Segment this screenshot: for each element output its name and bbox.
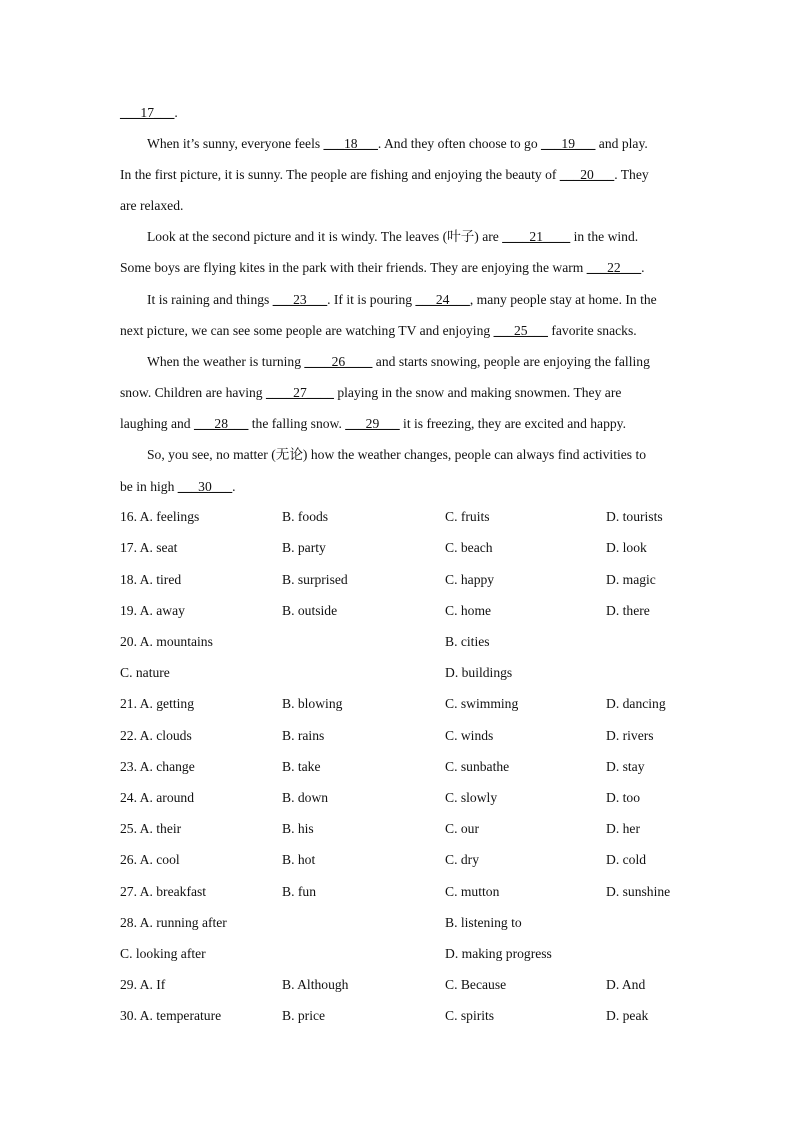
option-row [120, 819, 680, 839]
option-choice: D. cold [606, 852, 647, 867]
blank-number: ____26____ [304, 354, 373, 369]
option-row [120, 601, 680, 621]
blank-number: ___25___ [493, 323, 548, 338]
option-row [120, 757, 680, 777]
option-choice: D. dancing [606, 696, 666, 711]
option-choice: 23. A. change [120, 759, 195, 774]
option-choice: 18. A. tired [120, 572, 182, 587]
option-choice: D. stay [606, 759, 645, 774]
blank-number: ____21____ [502, 229, 571, 244]
option-choice: 20. A. mountains [120, 634, 213, 649]
option-row [120, 975, 680, 995]
option-choice: D. making progress [445, 946, 552, 961]
option-choice: D. too [606, 790, 640, 805]
option-row [120, 694, 680, 714]
option-choice: B. rains [282, 728, 325, 743]
option-choice: B. down [282, 790, 329, 805]
passage-text: . And they often choose to go [377, 136, 542, 151]
passage-line [120, 414, 680, 434]
passage-text: . If it is pouring [327, 292, 416, 307]
passage-text: . [641, 260, 645, 275]
passage-line [120, 103, 680, 123]
passage-text: the falling snow. [248, 416, 346, 431]
option-choice: D. magic [606, 572, 656, 587]
option-choice: B. fun [282, 884, 316, 899]
passage-line [120, 477, 680, 497]
option-row [120, 726, 680, 746]
blank-number: ___22___ [586, 260, 642, 275]
option-row [120, 663, 680, 683]
passage-line [147, 352, 707, 372]
option-choice: C. swimming [445, 696, 519, 711]
passage-text: and starts snowing, people are enjoying the falling [372, 354, 650, 369]
option-choice: D. rivers [606, 728, 654, 743]
option-choice: D. tourists [606, 509, 663, 524]
option-choice: 27. A. breakfast [120, 884, 207, 899]
passage-text: Look at the second picture and it is windy. The leaves (叶子) are [147, 229, 503, 244]
passage-text: Some boys are flying kites in the park with their friends. They are enjoying the warm [120, 260, 587, 275]
passage-text: So, you see, no matter (无论) how the weather changes, people can always find activities to [147, 447, 647, 462]
option-choice: D. And [606, 977, 646, 992]
option-row [120, 570, 680, 590]
passage-line [120, 258, 680, 278]
option-choice: C. fruits [445, 509, 490, 524]
passage-text: . [174, 105, 178, 120]
blank-number: ___28___ [194, 416, 249, 431]
option-choice: 21. A. getting [120, 696, 195, 711]
option-choice: B. hot [282, 852, 316, 867]
option-choice: B. party [282, 540, 326, 555]
option-choice: D. her [606, 821, 640, 836]
option-choice: C. Because [445, 977, 507, 992]
option-choice: C. sunbathe [445, 759, 510, 774]
blank-number: ___30___ [177, 479, 233, 494]
option-choice: D. buildings [445, 665, 513, 680]
option-choice: 16. A. feelings [120, 509, 200, 524]
passage-text: When the weather is turning [147, 354, 305, 369]
option-choice: B. his [282, 821, 314, 836]
option-choice: C. our [445, 821, 479, 836]
option-choice: D. sunshine [606, 884, 671, 899]
option-row [120, 507, 680, 527]
passage-line [120, 321, 680, 341]
option-row [120, 632, 680, 652]
blank-number: ___29___ [345, 416, 400, 431]
option-choice: C. slowly [445, 790, 498, 805]
passage-text: , many people stay at home. In the [469, 292, 657, 307]
blank-number: ___18___ [323, 136, 378, 151]
option-row [120, 913, 680, 933]
option-choice: 29. A. If [120, 977, 166, 992]
option-choice: C. home [445, 603, 492, 618]
passage-text: laughing and [120, 416, 194, 431]
option-choice: D. peak [606, 1008, 649, 1023]
option-choice: 19. A. away [120, 603, 185, 618]
passage-text: it is freezing, they are excited and happy. [399, 416, 626, 431]
passage-text: In the first picture, it is sunny. The people are fishing and enjoying the beauty of [120, 167, 560, 182]
option-choice: B. price [282, 1008, 326, 1023]
option-choice: C. dry [445, 852, 479, 867]
passage-text: . [232, 479, 236, 494]
option-row [120, 850, 680, 870]
blank-number: ___20___ [559, 167, 615, 182]
passage-text: favorite snacks. [547, 323, 637, 338]
blank-number: ___19___ [541, 136, 596, 151]
option-choice: B. cities [445, 634, 490, 649]
passage-line [120, 196, 680, 216]
option-choice: 28. A. running after [120, 915, 227, 930]
passage-line [147, 445, 707, 465]
option-choice: B. take [282, 759, 321, 774]
option-row [120, 1006, 680, 1026]
passage-line [120, 165, 680, 185]
passage-text: playing in the snow and making snowmen. They are [333, 385, 622, 400]
option-choice: D. there [606, 603, 650, 618]
option-choice: 22. A. clouds [120, 728, 192, 743]
passage-line [147, 290, 707, 310]
option-choice: 26. A. cool [120, 852, 180, 867]
option-choice: B. blowing [282, 696, 343, 711]
option-choice: D. look [606, 540, 647, 555]
option-choice: C. mutton [445, 884, 500, 899]
option-choice: 24. A. around [120, 790, 195, 805]
blank-number: ___17___ [120, 105, 175, 120]
blank-number: ___23___ [272, 292, 328, 307]
passage-text: be in high [120, 479, 178, 494]
passage-text: are relaxed. [120, 198, 184, 213]
passage-text: and play. [595, 136, 648, 151]
option-choice: C. happy [445, 572, 495, 587]
option-choice: B. Although [282, 977, 349, 992]
option-choice: B. outside [282, 603, 338, 618]
option-choice: 25. A. their [120, 821, 182, 836]
passage-text: in the wind. [570, 229, 639, 244]
option-choice: C. winds [445, 728, 494, 743]
option-choice: C. looking after [120, 946, 206, 961]
passage-text: It is raining and things [147, 292, 273, 307]
passage-line [147, 134, 707, 154]
passage-line [147, 227, 707, 247]
option-choice: 30. A. temperature [120, 1008, 222, 1023]
passage-text: next picture, we can see some people are watching TV and enjoying [120, 323, 494, 338]
option-row [120, 788, 680, 808]
passage-text: . They [614, 167, 649, 182]
option-choice: C. beach [445, 540, 493, 555]
option-choice: B. surprised [282, 572, 348, 587]
option-choice: C. nature [120, 665, 170, 680]
option-choice: B. listening to [445, 915, 522, 930]
option-row [120, 944, 680, 964]
blank-number: ____27____ [265, 385, 334, 400]
option-row [120, 882, 680, 902]
passage-text: When it’s sunny, everyone feels [147, 136, 324, 151]
option-choice: 17. A. seat [120, 540, 178, 555]
passage-line [120, 383, 680, 403]
option-choice: C. spirits [445, 1008, 495, 1023]
option-choice: B. foods [282, 509, 329, 524]
blank-number: ___24___ [415, 292, 470, 307]
option-row [120, 538, 680, 558]
passage-text: snow. Children are having [120, 385, 266, 400]
